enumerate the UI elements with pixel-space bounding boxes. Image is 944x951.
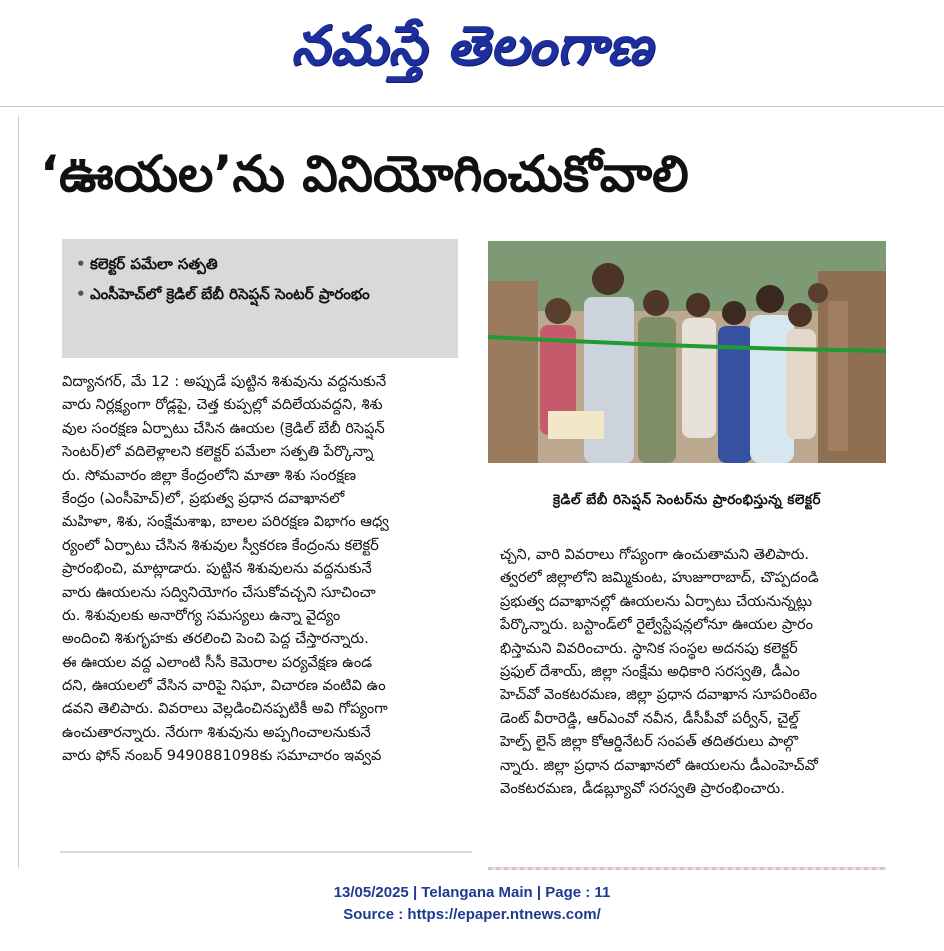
body-text-line: వారు నిర్లక్ష్యంగా రోడ్లపై, చెత్త కుప్పల్లో వదిలేయవద్దని, శిశు	[62, 396, 383, 414]
body-text-line: ప్రఫుల్ దేశాయ్, జిల్లా సంక్షేమ అధికారి సరస్వతి, డీఎం	[500, 662, 800, 680]
body-text-line: భిస్తామని వివరించారు. స్థానిక సంస్థల అదనపు కలెక్టర్	[500, 639, 798, 657]
body-text-line: ఉంచుతారన్నారు. నేరుగా శిశువును అప్పగించాలనుకునే	[62, 723, 371, 741]
masthead	[0, 0, 944, 104]
body-text-line: రు. శిశువులకు అనారోగ్య సమస్యలు ఉన్నా వైద్యం	[62, 606, 341, 624]
body-text-line: డవని తెలిపారు. వివరాలు వెల్లడించినప్పటికీ అవి గోప్యంగా	[62, 700, 388, 718]
subhead-item	[76, 279, 444, 309]
subhead-text: కలెక్టర్ పమేలా సత్పతి	[90, 255, 218, 273]
body-text-line: హెచ్‌వో వెంకటరమణ, జిల్లా ప్రధాన దవాఖాన సూపరింటెం	[500, 686, 818, 704]
photo-caption: క్రెడిల్ బేబీ రిసెప్షన్ సెంటర్‌ను ప్రారంభిస్తున్న కలెక్టర్	[552, 492, 822, 508]
footer-source: Source : https://epaper.ntnews.com/	[343, 906, 601, 923]
body-text-line: వారు ఊయలను సద్వినియోగం చేసుకోవచ్చని సూచించా	[62, 583, 376, 601]
masthead-title: నమస్తే తెలంగాణ	[291, 13, 653, 77]
body-text-line: చ్చని, వారి వివరాలు గోప్యంగా ఉంచుతామని తెలిపారు.	[500, 546, 810, 563]
column-end-rule	[60, 851, 472, 853]
body-text-line: విద్యానగర్, మే 12 : అప్పుడే పుట్టిన శిశువును వద్దనుకునే	[62, 373, 387, 390]
article-headline: ‘ఊయల’ను వినియోగించుకోవాలి	[40, 145, 689, 203]
body-text-line: రు. సోమవారం జిల్లా కేంద్రంలోని మాతా శిశు సంరక్షణ	[62, 466, 357, 484]
body-text-line: సెంటర్)లో వదిలెళ్లాలని కలెక్టర్ పమేలా సత్పతి పేర్కొన్నా	[62, 443, 374, 461]
body-text-line: పేర్కొన్నారు. బస్టాండ్‌లో రైల్వేస్టేషన్లలోనూ ఊయల ప్రారం	[500, 616, 814, 634]
body-text-line: మహిళా, శిశు, సంక్షేమశాఖ, బాలల పరిరక్షణ విభాగం ఆధ్వ	[62, 513, 389, 531]
ribbon-cutting-photo-icon	[488, 241, 886, 463]
body-text-line: ర్యంలో ఏర్పాటు చేసిన శిశువుల స్వీకరణ కేంద్రంను కలెక్టర్	[62, 536, 379, 554]
footer-edition-info: 13/05/2025 | Telangana Main | Page : 11	[333, 884, 611, 901]
body-text-line: డెంట్ వీరారెడ్డి, ఆర్ఎంవో నవీన, డీసీపీవో పర్వీన్, చైల్డ్	[500, 709, 799, 727]
bullet-icon: •	[76, 285, 86, 303]
article-subheads	[62, 239, 458, 358]
body-text-line: వారు ఫోన్ నంబర్ 9490881098కు సమాచారం ఇవ్వవ	[62, 747, 382, 765]
bullet-icon: •	[76, 255, 86, 273]
body-text-line: ఈ ఊయల వద్ద ఎలాంటి సీసీ కెమెరాల పర్యవేక్షణ ఉండ	[62, 653, 373, 671]
article-body-left	[62, 370, 474, 768]
body-text-line: ప్రభుత్వ దవాఖానల్లో ఊయలను ఏర్పాటు చేయనున్నట్లు	[500, 592, 813, 610]
body-text-line: దని, ఊయలలో వేసిన వారిపై నిఘా, విచారణ వంటివి ఉం	[62, 677, 386, 695]
body-text-line: హెల్ప్ లైన్ జిల్లా కోఆర్డినేటర్ సంపత్ తదితరులు పాల్గొ	[500, 733, 799, 751]
body-text-line: త్వరలో జిల్లాలోని జమ్మికుంట, హుజూరాబాద్, చొప్పదండి	[500, 569, 819, 587]
masthead-divider	[0, 106, 944, 107]
page-footer	[0, 882, 944, 926]
body-text-line: కేంద్రం (ఎంసీహెచ్)లో, ప్రభుత్వ ప్రధాన దవాఖానలో	[62, 489, 345, 507]
article-photo	[488, 241, 886, 463]
subhead-text: ఎంసీహెచ్‌లో క్రెడిల్ బేబీ రిసెప్షన్ సెంటర్ ప్రారంభం	[90, 285, 370, 303]
article-body-right	[500, 543, 892, 800]
column-end-rule-right	[488, 867, 886, 870]
body-text-line: వుల సంరక్షణ ఏర్పాటు చేసిన ఊయల (క్రెడిల్ బేబీ రిసెప్షన్	[62, 419, 385, 437]
body-text-line: అందించి శిశుగృహకు తరలించి పెంచి పెద్ద చేస్తారన్నారు.	[62, 630, 369, 648]
body-text-line: ప్రారంభించి, మాట్లాడారు. పుట్టిన శిశువులను వద్దనుకునే	[62, 560, 372, 578]
body-text-line: వెంకటరమణ, డీడబ్ల్యూవో సరస్వతి ప్రారంభించారు.	[500, 779, 785, 797]
subhead-item	[76, 249, 444, 279]
body-text-line: న్నారు. జిల్లా ప్రధాన దవాఖానలో ఊయలను డీఎంహెచ్‌వో	[500, 756, 818, 774]
